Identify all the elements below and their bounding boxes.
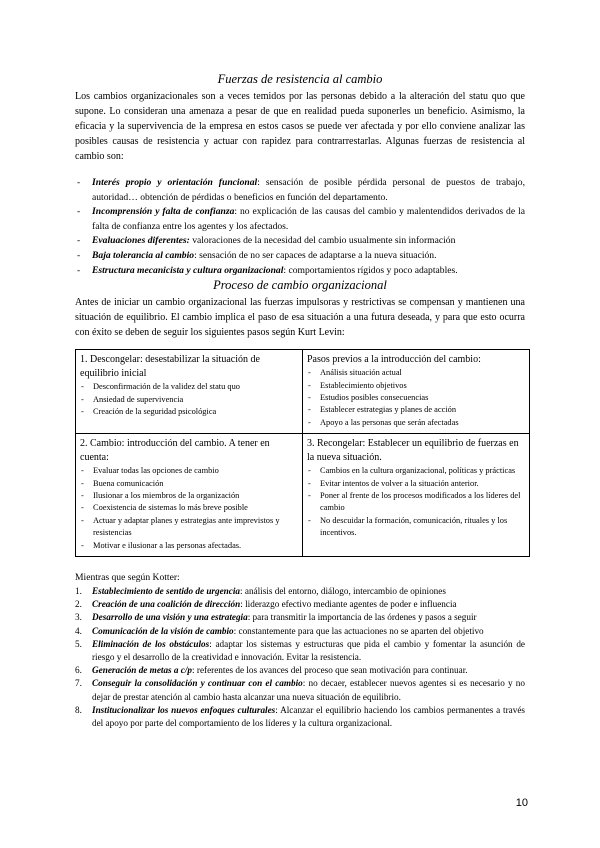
- resistance-forces-list: [75, 176, 525, 278]
- step-cell-unfreeze: [76, 350, 303, 434]
- page-content: [75, 72, 525, 730]
- list-item: - Estudios posibles consecuencias: [307, 392, 526, 404]
- kotter-steps-list: [75, 585, 525, 730]
- lewin-steps-table: [75, 349, 530, 557]
- list-item: - Coexistencia de sistemas lo más breve posible: [80, 502, 299, 514]
- list-item: 3. Desarrollo de una visión y una estrategia: para transmitir la importancia de las órdenes y pasos a seguir: [75, 612, 477, 623]
- cell-title: 1. Descongelar: desestabilizar la situación de equilibrio inicial: [80, 354, 260, 380]
- list-item: - Establecer estrategias y planes de acción: [307, 404, 526, 416]
- step-cell-refreeze: [303, 434, 530, 557]
- cell-title: 2. Cambio: introducción del cambio. A tener en cuenta:: [80, 438, 270, 464]
- list-item: - Poner al frente de los procesos modificados a los líderes del cambio: [307, 490, 526, 515]
- list-item: 4. Comunicación de la visión de cambio: constantemente para que las actuaciones no se aparten del objetivo: [75, 625, 484, 636]
- step-cell-previous: [303, 350, 530, 434]
- list-item: - Buena comunicación: [80, 478, 299, 490]
- list-item: 5. Eliminación de los obstáculos: adaptar los sistemas y estructuras que pida el cambio y fomentar la asunción de riesgo y el desarrollo de la creatividad e innovación. Evitar la resistencia.: [75, 638, 525, 663]
- list-item: - Actuar y adaptar planes y estrategias ante imprevistos y resistencias: [80, 515, 299, 540]
- section-title-process: Proceso de cambio organizacional: [213, 278, 387, 293]
- list-item: - Establecimiento objetivos: [307, 380, 526, 392]
- list-item: - Evaluaciones diferentes: valoraciones de la necesidad del cambio usualmente sin información: [75, 234, 525, 249]
- section-title-resistance: Fuerzas de resistencia al cambio: [217, 72, 383, 86]
- list-item: - Estructura mecanicista y cultura organizacional: comportamientos rígidos y poco adaptables.: [75, 264, 525, 279]
- list-item: 7. Conseguir la consolidación y continuar con el cambio: no decaer, establecer nuevos agentes si es necesario y no dejar de prestar atención al cambio hasta alcanzar una nueva situación de equilibrio.: [75, 678, 525, 702]
- list-item: - Baja tolerancia al cambio: sensación de no ser capaces de adaptarse a la nueva situación.: [75, 249, 525, 264]
- list-item: - Evitar intentos de volver a la situación anterior.: [307, 478, 526, 490]
- step-cell-change: [76, 434, 303, 557]
- list-item: 6. Generación de metas a c/p: referentes de los avances del proceso que sean motivación para continuar.: [75, 665, 468, 676]
- list-item: - Evaluar todas las opciones de cambio: [80, 465, 299, 477]
- list-item: - Ilusionar a los miembros de la organización: [80, 490, 299, 502]
- list-item: - Creación de la seguridad psicológica: [80, 406, 299, 418]
- resistance-intro: Los cambios organizacionales son a veces temidos por las personas debido a la alteración del statu quo que supone. Lo consideran una amenaza a pesar de que en realidad pueda suponerles un beneficio. Asimismo, la eficacia y la supervivencia de la empresa en estos casos se puede ver afectada y por ello conviene analizar las posibles causas de resistencia y actuar con rapidez para contrarrestarlas. Algunas fuerzas de resistencia al cambio son:: [75, 91, 525, 162]
- list-item: - Desconfirmación de la validez del statu quo: [80, 381, 299, 393]
- list-item: 8. Institucionalizar los nuevos enfoques culturales: Alcanzar el equilibrio haciendo los cambios permanentes a través del apoyo por parte del comportamiento de los líderes y la cultura organizacional.: [75, 704, 525, 729]
- list-item: - Motivar e ilusionar a las personas afectadas.: [80, 540, 299, 552]
- list-item: 1. Establecimiento de sentido de urgencia: análisis del entorno, diálogo, intercambio de opiniones: [75, 586, 446, 597]
- list-item: - No descuidar la formación, comunicación, rituales y los incentivos.: [307, 515, 526, 540]
- list-item: - Apoyo a las personas que serán afectadas: [307, 417, 526, 429]
- list-item: - Análisis situación actual: [307, 367, 526, 379]
- list-item: 2. Creación de una coalición de dirección: liderazgo efectivo mediante agentes de poder e influencia: [75, 599, 457, 610]
- cell-title: 3. Recongelar: Establecer un equilibrio de fuerzas en la nueva situación.: [307, 438, 519, 464]
- process-intro: Antes de iniciar un cambio organizacional las fuerzas impulsoras y restrictivas se compensan y mantienen una situación de equilibrio. El cambio implica el paso de esa situación a una futura deseada, y para que esto ocurra con éxito se deben de seguir los siguientes pasos según Kurt Levin:: [75, 297, 525, 339]
- list-item: - Interés propio y orientación funcional: sensación de posible pérdida personal de puestos de trabajo, autoridad… obtención de pérdidas o beneficios en función del departamento.: [75, 176, 525, 205]
- page-number: 10: [515, 797, 528, 809]
- kotter-intro: Mientras que según Kotter:: [75, 572, 180, 584]
- list-item: - Cambios en la cultura organizacional, políticas y prácticas: [307, 465, 526, 477]
- list-item: - Incomprensión y falta de confianza: no explicación de las causas del cambio y malentendidos derivados de la falta de confianza entre los agentes y los afectados.: [75, 205, 525, 234]
- cell-title: Pasos previos a la introducción del cambio:: [307, 354, 481, 366]
- list-item: - Ansiedad de supervivencia: [80, 394, 299, 406]
